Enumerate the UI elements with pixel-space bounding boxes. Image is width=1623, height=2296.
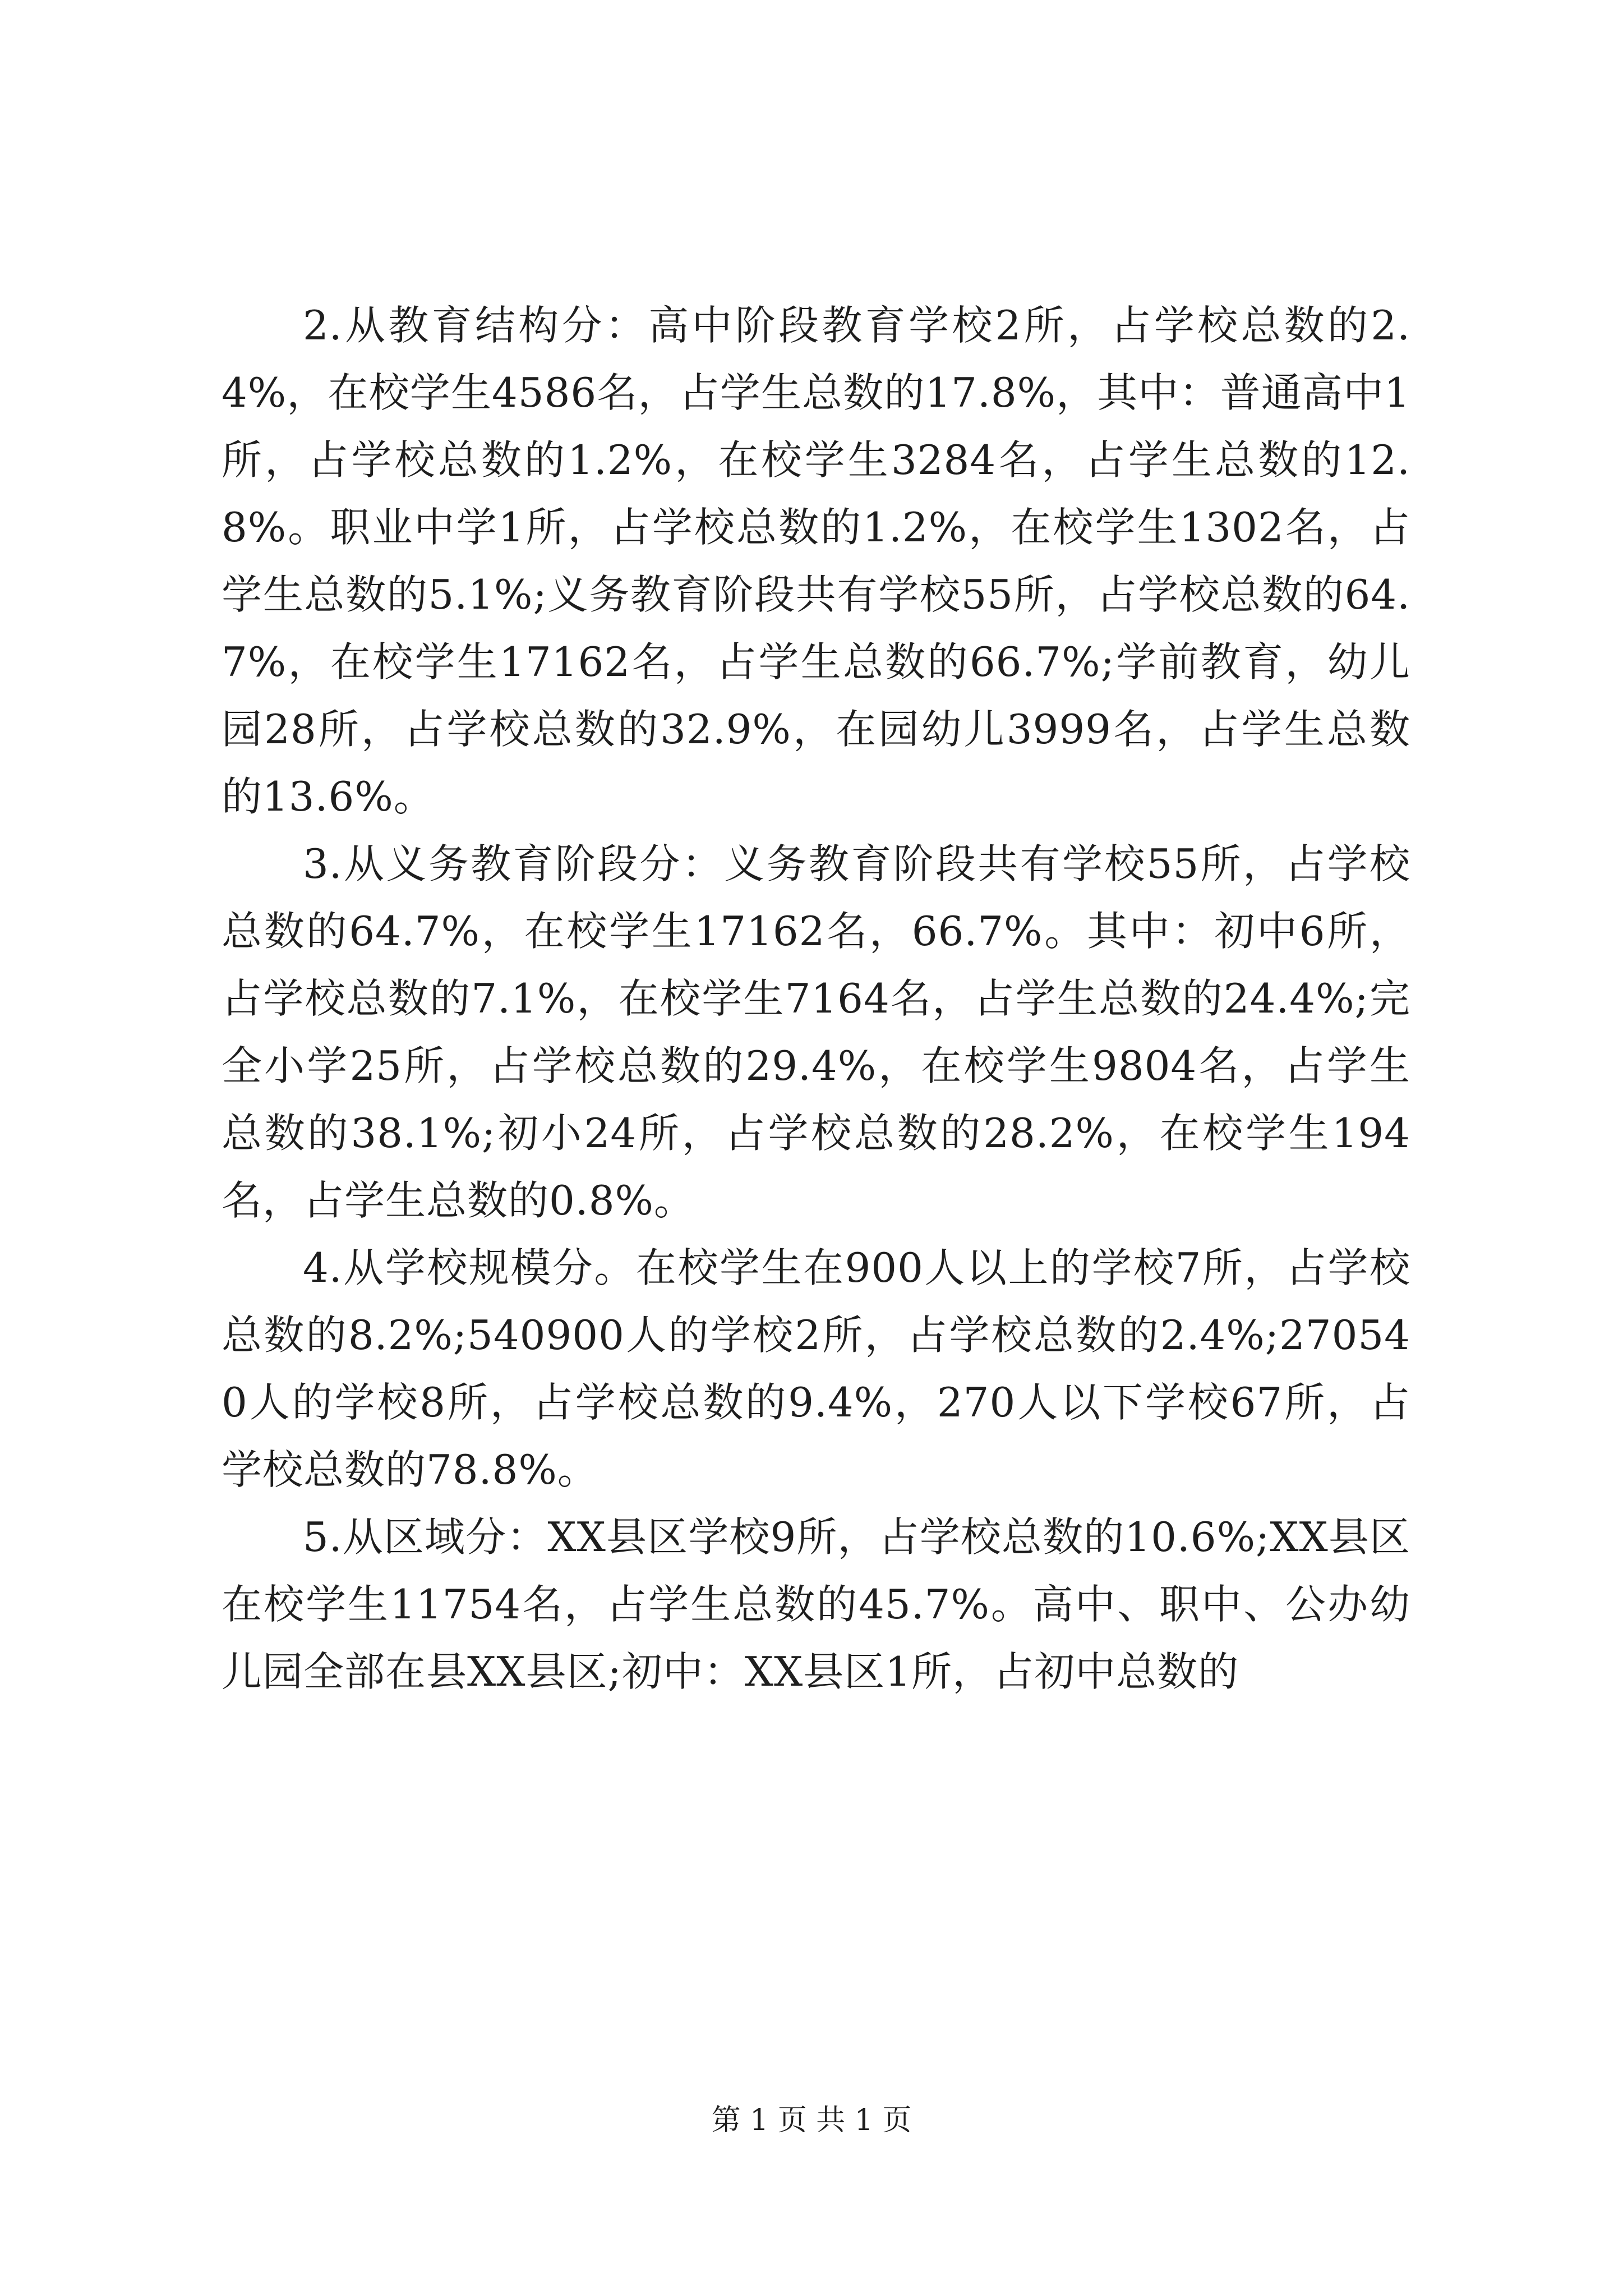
paragraph-education-structure: 2.从教育结构分：高中阶段教育学校2所，占学校总数的2.4%，在校学生4586名，占学生总数的17.8%，其中：普通高中1所，占学校总数的1.2%，在校学生3284名，占学生总数的12.8%。职业中学1所，占学校总数的1.2%，在校学生1302名，占学生总数的5.1%;义务教育阶段共有学校55所，占学校总数的64.7%，在校学生17162名，占学生总数的66.7%;学前教育，幼儿园28所，占学校总数的32.9%，在园幼儿3999名，占学生总数的13.6%。 bbox=[222, 302, 1410, 820]
paragraph-school-scale: 4.从学校规模分。在校学生在900人以上的学校7所，占学校总数的8.2%;540900人的学校2所，占学校总数的2.4%;270540人的学校8所，占学校总数的9.4%，270人以下学校67所，占学校总数的78.8%。 bbox=[222, 1244, 1410, 1493]
paragraph-compulsory-education: 3.从义务教育阶段分：义务教育阶段共有学校55所，占学校总数的64.7%，在校学生17162名，66.7%。其中：初中6所，占学校总数的7.1%，在校学生7164名，占学生总数的24.4%;完全小学25所，占学校总数的29.4%，在校学生9804名，占学生总数的38.1%;初小24所，占学校总数的28.2%，在校学生194名，占学生总数的0.8%。 bbox=[222, 840, 1410, 1224]
document-body bbox=[222, 292, 1410, 1705]
page-footer: 第 1 页 共 1 页 bbox=[711, 2104, 912, 2137]
paragraph-region: 5.从区域分：XX县区学校9所，占学校总数的10.6%;XX县区在校学生11754名，占学生总数的45.7%。高中、职中、公办幼儿园全部在县XX县区;初中：XX县区1所，占初中总数的 bbox=[222, 1513, 1410, 1695]
